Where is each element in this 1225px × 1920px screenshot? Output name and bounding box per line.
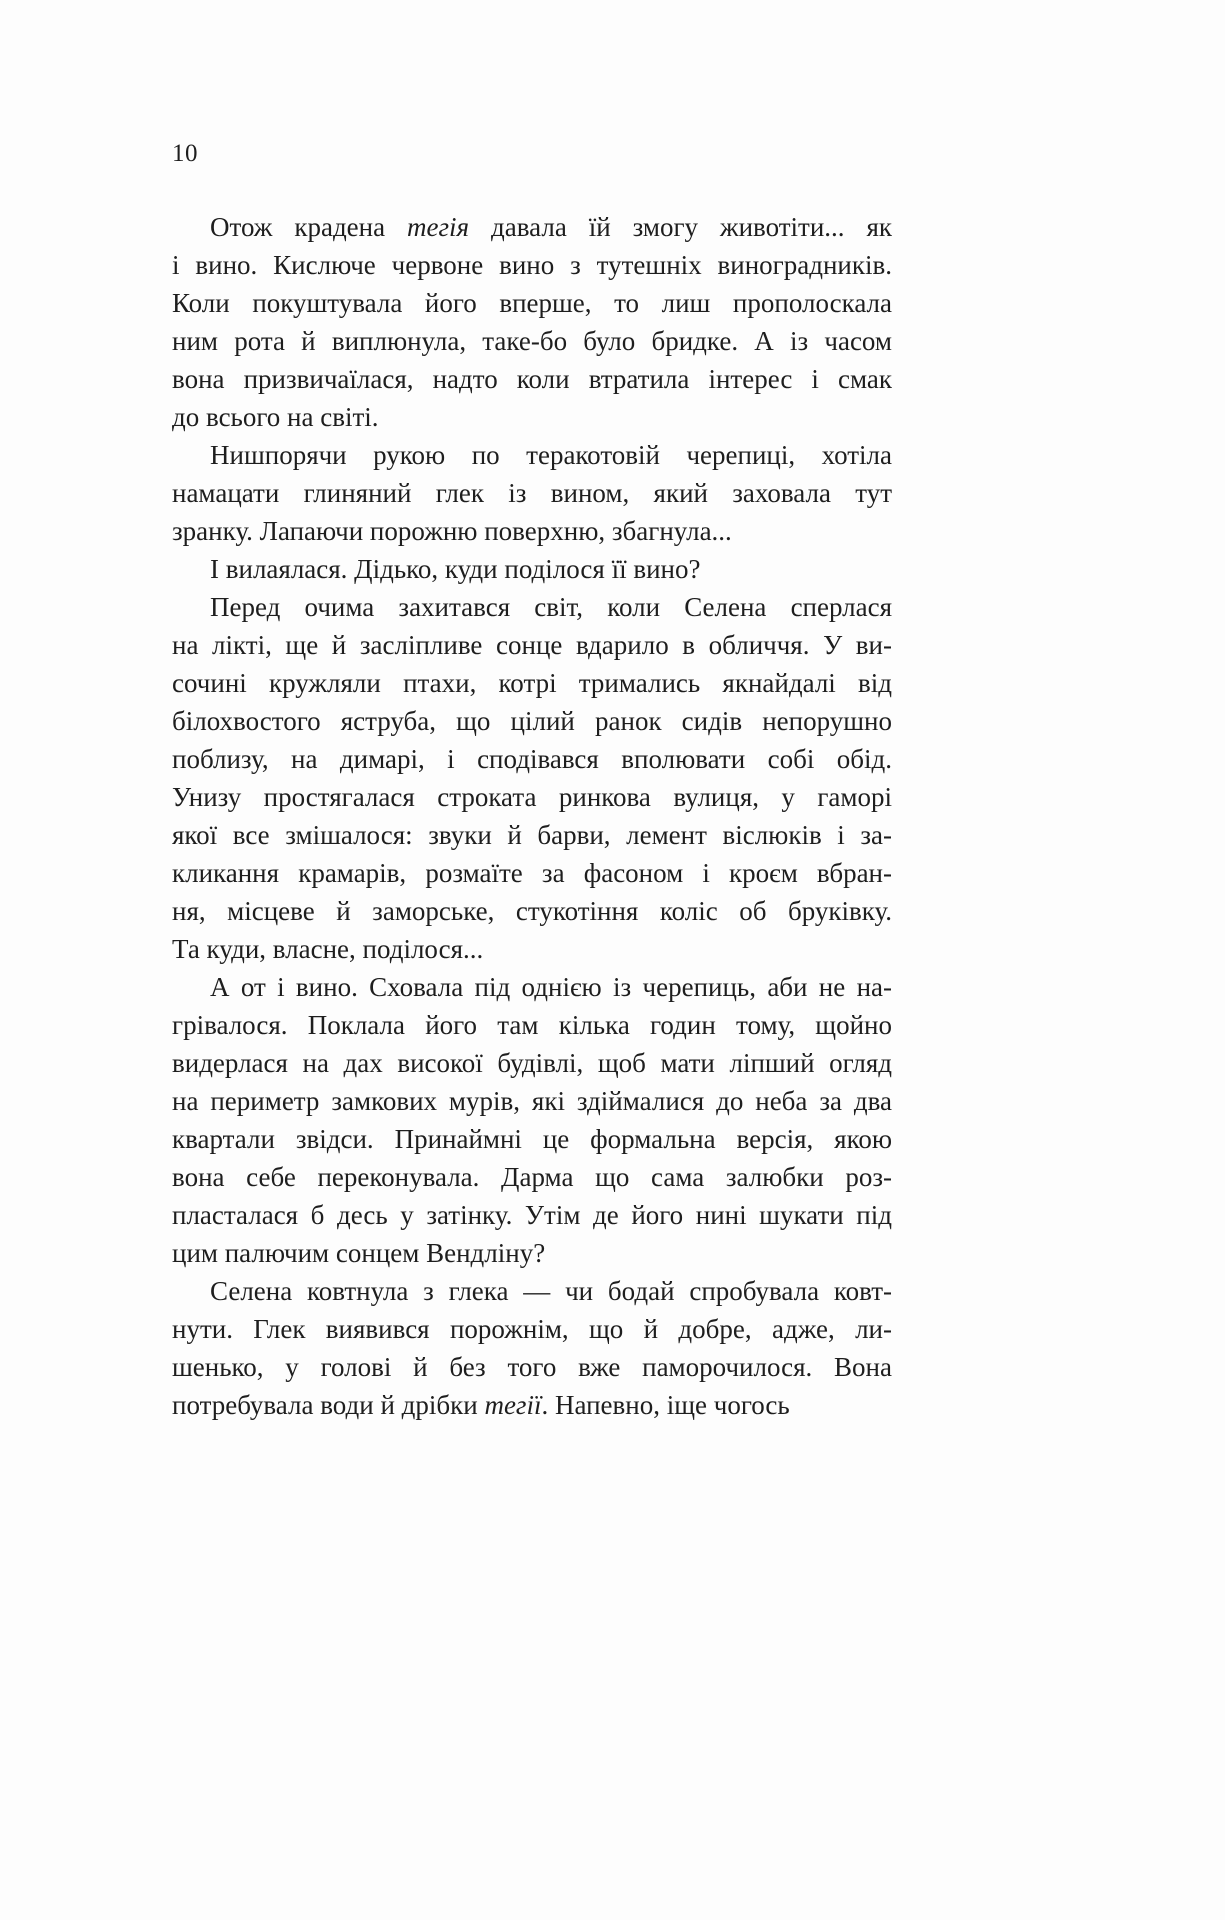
text-run: цим палючим сонцем Вендліну? bbox=[172, 1238, 546, 1268]
text-line bbox=[172, 1120, 892, 1158]
text-line bbox=[172, 702, 892, 740]
text-line bbox=[172, 1234, 892, 1272]
text-run: . Напевно, іще чогось bbox=[541, 1390, 790, 1420]
text-line bbox=[172, 360, 892, 398]
italic-text-run: тегія bbox=[407, 212, 470, 242]
text-run: Перед очима захитався світ, коли Селена сперлася bbox=[210, 592, 892, 622]
text-line bbox=[172, 1348, 892, 1386]
text-line bbox=[172, 1196, 892, 1234]
text-line bbox=[172, 1006, 892, 1044]
text-line bbox=[172, 1082, 892, 1120]
text-line bbox=[172, 1044, 892, 1082]
text-run: білохвостого яструба, що цілий ранок сидів непорушно bbox=[172, 706, 892, 736]
text-run: потребувала води й дрібки bbox=[172, 1390, 485, 1420]
text-run: сочині кружляли птахи, котрі тримались якнайдалі від bbox=[172, 668, 892, 698]
text-run: на периметр замкових мурів, які здіймалися до неба за два bbox=[172, 1086, 892, 1116]
text-line bbox=[172, 588, 892, 626]
paragraph bbox=[172, 968, 892, 1272]
text-block bbox=[172, 208, 892, 1424]
text-line bbox=[172, 512, 892, 550]
text-line bbox=[172, 778, 892, 816]
paragraph bbox=[172, 550, 892, 588]
text-line bbox=[172, 208, 892, 246]
text-run: Отож крадена bbox=[210, 212, 408, 242]
text-line bbox=[172, 892, 892, 930]
page-content bbox=[172, 138, 892, 1424]
italic-text-run: тегії bbox=[484, 1390, 542, 1420]
text-run: намацати глиняний глек із вином, який заховала тут bbox=[172, 478, 892, 508]
text-line bbox=[172, 816, 892, 854]
text-line bbox=[172, 322, 892, 360]
paragraph bbox=[172, 588, 892, 968]
text-line bbox=[172, 398, 892, 436]
text-run: Унизу простягалася строката ринкова вулиця, у гаморі bbox=[172, 782, 892, 812]
text-line bbox=[172, 1272, 892, 1310]
text-line bbox=[172, 246, 892, 284]
text-run: квартали звідси. Принаймні це формальна версія, якою bbox=[172, 1124, 892, 1154]
page-number: 10 bbox=[172, 140, 198, 167]
text-run: пласталася б десь у затінку. Утім де його нині шукати під bbox=[172, 1200, 892, 1230]
text-run: до всього на світі. bbox=[172, 402, 379, 432]
text-line bbox=[172, 664, 892, 702]
text-run: Селена ковтнула з глека — чи бодай спробувала ковт- bbox=[210, 1276, 892, 1306]
text-run: грівалося. Поклала його там кілька годин тому, щойно bbox=[172, 1010, 892, 1040]
text-line bbox=[172, 740, 892, 778]
text-run: на лікті, ще й засліпливе сонце вдарило в обличчя. У ви- bbox=[172, 630, 892, 660]
paragraph bbox=[172, 1272, 892, 1424]
text-run: і вино. Кислюче червоне вино з тутешніх виноградників. bbox=[172, 250, 892, 280]
text-run: видерлася на дах високої будівлі, щоб мати ліпший огляд bbox=[172, 1048, 892, 1078]
paragraph bbox=[172, 208, 892, 436]
text-line bbox=[172, 930, 892, 968]
text-run: І вилаялася. Дідько, куди поділося її вино? bbox=[210, 554, 701, 584]
text-run: шенько, у голові й без того вже паморочилося. Вона bbox=[172, 1352, 892, 1382]
text-run: вона призвичаїлася, надто коли втратила інтерес і смак bbox=[172, 364, 892, 394]
text-run: кликання крамарів, розмаїте за фасоном і кроєм вбран- bbox=[172, 858, 892, 888]
text-run: поблизу, на димарі, і сподівався вполювати собі обід. bbox=[172, 744, 892, 774]
text-line bbox=[172, 284, 892, 322]
text-run: А от і вино. Сховала під однією із черепиць, аби не на- bbox=[210, 972, 892, 1002]
text-line bbox=[172, 436, 892, 474]
text-line bbox=[172, 1158, 892, 1196]
text-line bbox=[172, 854, 892, 892]
text-line bbox=[172, 1310, 892, 1348]
paragraph bbox=[172, 436, 892, 550]
text-line bbox=[172, 968, 892, 1006]
text-run: якої все змішалося: звуки й барви, лемент віслюків і за- bbox=[172, 820, 892, 850]
text-line bbox=[172, 474, 892, 512]
text-line bbox=[172, 1386, 892, 1424]
text-line bbox=[172, 550, 892, 588]
text-run: вона себе переконувала. Дарма що сама залюбки роз- bbox=[172, 1162, 892, 1192]
text-run: ним рота й виплюнула, таке-бо було бридке. А із часом bbox=[172, 326, 892, 356]
text-run: ня, місцеве й заморське, стукотіння коліс об бруківку. bbox=[172, 896, 892, 926]
text-run: нути. Глек виявився порожнім, що й добре, адже, ли- bbox=[172, 1314, 892, 1344]
text-run: зранку. Лапаючи порожню поверхню, збагнула... bbox=[172, 516, 732, 546]
text-run: давала їй змогу животіти... як bbox=[469, 212, 892, 242]
text-run: Коли покуштувала його вперше, то лиш прополоскала bbox=[172, 288, 892, 318]
text-run: Та куди, власне, поділося... bbox=[172, 934, 484, 964]
text-run: Нишпорячи рукою по теракотовій черепиці, хотіла bbox=[210, 440, 892, 470]
text-line bbox=[172, 626, 892, 664]
